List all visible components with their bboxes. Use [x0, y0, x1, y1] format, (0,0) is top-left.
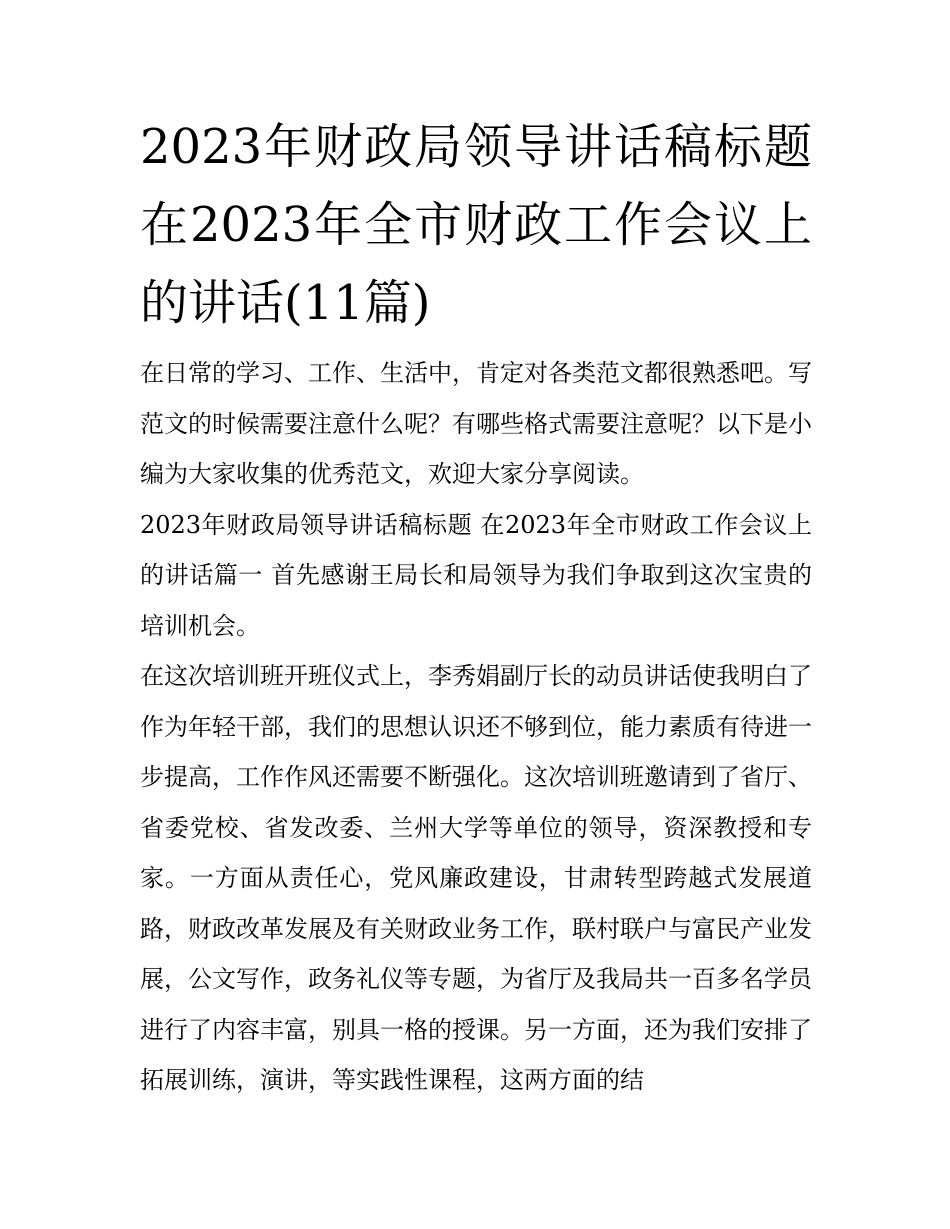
paragraph-intro: 在日常的学习、工作、生活中，肯定对各类范文都很熟悉吧。写范文的时候需要注意什么呢？有哪些格式需要注意呢？以下是小编为大家收集的优秀范文，欢迎大家分享阅读。: [140, 359, 812, 488]
paragraph-training-content: 在这次培训班开班仪式上，李秀娟副厅长的动员讲话使我明白了作为年轻干部，我们的思想认识还不够到位，能力素质有待进一步提高，工作作风还需要不断强化。这次培训班邀请到了省厅、省委党校、省发改委、兰州大学等单位的领导，资深教授和专家。一方面从责任心，党风廉政建设，甘肃转型跨越式发展道路，财政改革发展及有关财政业务工作，联村联户与富民产业发展，公文写作，政务礼仪等专题，为省厅及我局共一百多名学员进行了内容丰富，别具一格的授课。另一方面，还为我们安排了拓展训练，演讲，等实践性课程，这两方面的结: [140, 662, 812, 1094]
document-title: 2023年财政局领导讲话稿标题 在2023年全市财政工作会议上的讲话(11篇): [140, 119, 812, 331]
document-content: [140, 108, 812, 1106]
document-body: [140, 348, 812, 1106]
paragraph-speech-heading: 2023年财政局领导讲话稿标题 在2023年全市财政工作会议上的讲话篇一 首先感谢王局长和局领导为我们争取到这次宝贵的培训机会。: [140, 510, 812, 640]
